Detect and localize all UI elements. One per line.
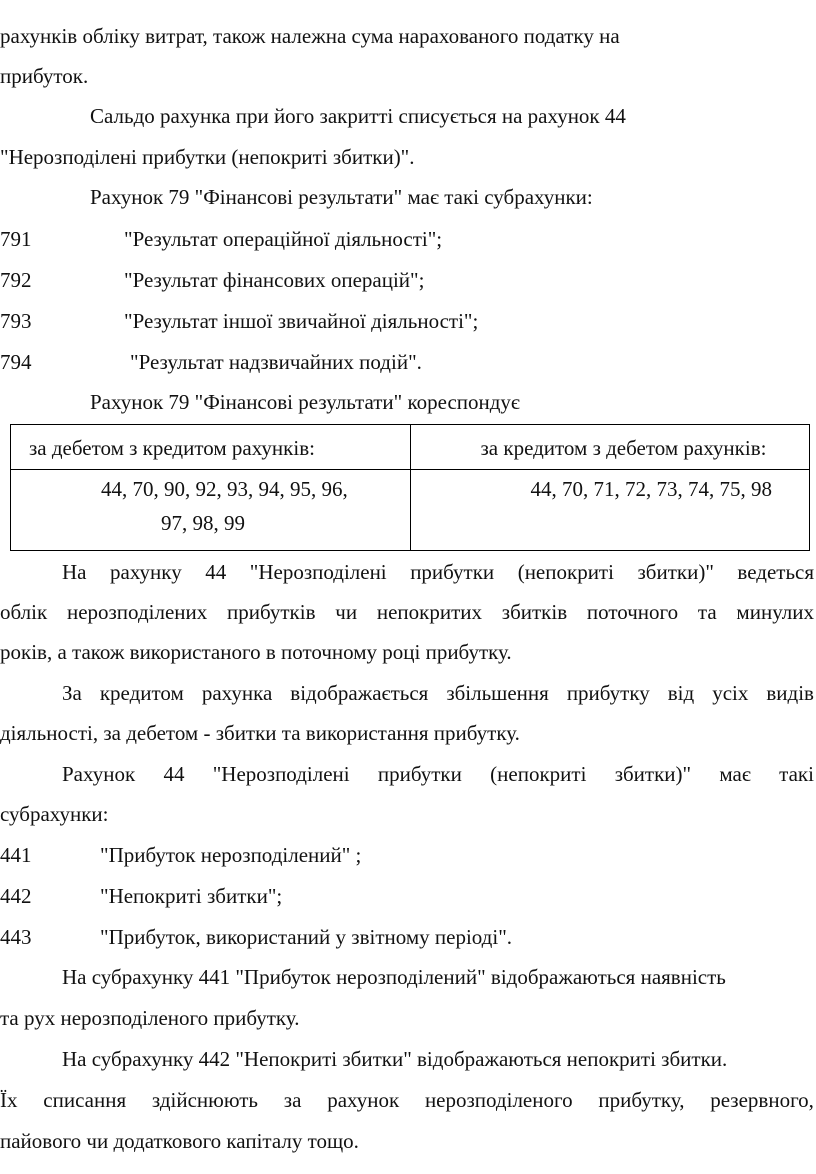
word: прибутків xyxy=(227,600,316,624)
correspondence-table xyxy=(10,424,810,551)
paragraph-text: На субрахунку 442 "Непокриті збитки" відображаються непокриті збитки. xyxy=(62,1047,728,1071)
word: Рахунок xyxy=(62,762,136,786)
word: нерозподіленого xyxy=(424,1088,573,1112)
debit-accounts: 97, 98, 99 xyxy=(161,511,245,535)
table-cell xyxy=(410,470,810,551)
paragraph-text: "Нерозподілені прибутки (непокриті збитки)". xyxy=(0,145,415,169)
subaccount-code: 443 xyxy=(0,925,32,949)
paragraph-text xyxy=(0,560,814,584)
subaccount-code: 791 xyxy=(0,227,32,251)
word: та xyxy=(697,600,717,624)
paragraph-text xyxy=(0,681,814,705)
word: На xyxy=(62,560,87,584)
word: здійснюють xyxy=(151,1088,258,1112)
word: резервного, xyxy=(710,1088,814,1112)
subaccount-name: "Результат операційної діяльності"; xyxy=(124,227,443,251)
word: 44 xyxy=(205,560,227,584)
table-header-cell xyxy=(11,425,411,470)
subaccount-name: "Результат надзвичайних подій". xyxy=(130,350,422,374)
table-row xyxy=(11,470,810,551)
subaccount-code: 794 xyxy=(0,350,32,374)
subaccount-code: 792 xyxy=(0,268,32,292)
subaccount-code: 793 xyxy=(0,309,32,333)
word: такі xyxy=(779,762,814,786)
word: чи xyxy=(335,600,358,624)
table-header-row xyxy=(11,425,810,470)
word: рахунок xyxy=(327,1088,400,1112)
subaccount-name: "Непокриті збитки"; xyxy=(100,884,283,908)
paragraph-text: рахунків обліку витрат, також належна сума нарахованого податку на xyxy=(0,24,620,48)
word: списання xyxy=(43,1088,127,1112)
subaccount-name: "Результат іншої звичайної діяльності"; xyxy=(124,309,479,333)
word: прибутку, xyxy=(598,1088,685,1112)
word: "Нерозподілені xyxy=(249,560,387,584)
header-debit: за дебетом з кредитом рахунків: xyxy=(29,436,315,460)
word: прибутки xyxy=(377,762,462,786)
credit-accounts: 44, 70, 71, 72, 73, 74, 75, 98 xyxy=(530,477,772,501)
word: прибутки xyxy=(410,560,495,584)
table-cell xyxy=(11,470,411,551)
word: від xyxy=(667,681,695,705)
word: За xyxy=(62,681,82,705)
paragraph-text: Рахунок 79 "Фінансові результати" має такі субрахунки: xyxy=(90,185,593,209)
word: (непокриті xyxy=(490,762,587,786)
paragraph-text: років, а також використаного в поточному році прибутку. xyxy=(0,640,512,664)
word: прибутку xyxy=(566,681,650,705)
subaccount-name: "Результат фінансових операцій"; xyxy=(124,268,425,292)
paragraph-text: Рахунок 79 "Фінансові результати" кореспондує xyxy=(90,390,520,414)
paragraph-text: діяльності, за дебетом - збитки та використання прибутку. xyxy=(0,721,520,745)
paragraph-text: На субрахунку 441 "Прибуток нерозподілений" відображаються наявність xyxy=(62,965,726,989)
word: збитки)" xyxy=(637,560,714,584)
subaccount-code: 442 xyxy=(0,884,32,908)
word: ведеться xyxy=(737,560,814,584)
word: видів xyxy=(766,681,814,705)
word: збитків xyxy=(501,600,568,624)
word: 44 xyxy=(163,762,185,786)
paragraph-text xyxy=(0,762,814,786)
word: за xyxy=(283,1088,302,1112)
subaccount-name: "Прибуток, використаний у звітному періоді". xyxy=(100,925,513,949)
paragraph-text: пайового чи додаткового капіталу тощо. xyxy=(0,1129,359,1153)
word: "Нерозподілені xyxy=(212,762,350,786)
word: збільшення xyxy=(446,681,549,705)
word: Їх xyxy=(0,1088,18,1112)
word: має xyxy=(719,762,751,786)
word: непокритих xyxy=(376,600,483,624)
word: збитки)" xyxy=(614,762,692,786)
header-credit: за кредитом з дебетом рахунків: xyxy=(480,436,767,460)
paragraph-text xyxy=(0,600,814,624)
debit-accounts: 44, 70, 90, 92, 93, 94, 95, 96, xyxy=(101,477,348,501)
word: облік xyxy=(0,600,48,624)
paragraph-text xyxy=(0,1088,814,1112)
word: минулих xyxy=(736,600,814,624)
word: нерозподілених xyxy=(66,600,208,624)
word: (непокриті xyxy=(517,560,614,584)
table-header-cell xyxy=(410,425,810,470)
subaccount-name: "Прибуток нерозподілений" ; xyxy=(100,843,362,867)
word: відображається xyxy=(290,681,429,705)
word: рахунка xyxy=(201,681,273,705)
paragraph-text: та рух нерозподіленого прибутку. xyxy=(0,1006,300,1030)
paragraph-text: субрахунки: xyxy=(0,802,109,826)
word: поточного xyxy=(586,600,679,624)
paragraph-text: прибуток. xyxy=(0,64,89,88)
word: рахунку xyxy=(110,560,182,584)
subaccount-code: 441 xyxy=(0,843,32,867)
paragraph-text: Сальдо рахунка при його закритті списується на рахунок 44 xyxy=(90,104,626,128)
word: кредитом xyxy=(99,681,184,705)
word: усіх xyxy=(712,681,749,705)
